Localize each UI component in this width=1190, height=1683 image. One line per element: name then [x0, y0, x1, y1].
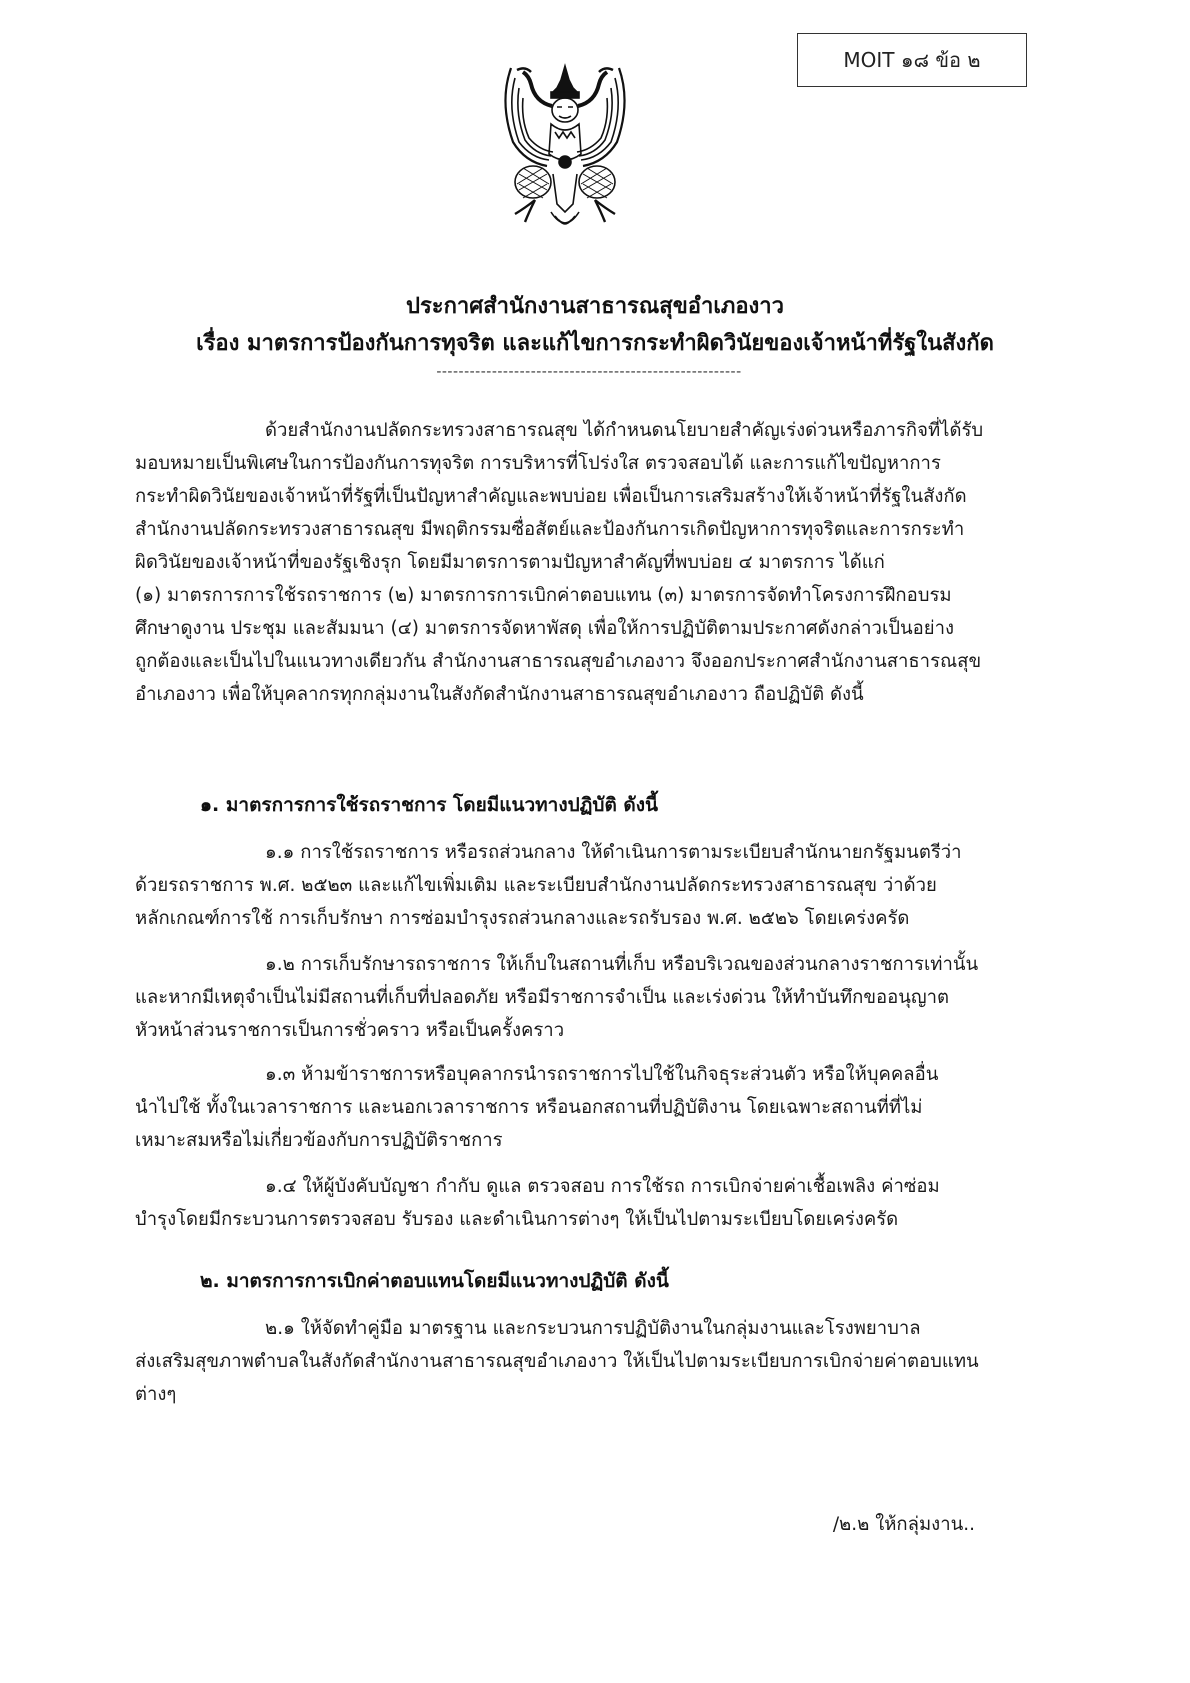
- intro-line: ถูกต้องและเป็นไปในแนวทางเดียวกัน สำนักงานสาธารณสุขอำเภองาว จึงออกประกาศสำนักงานสาธารณสุข: [135, 651, 982, 672]
- item-line: หัวหน้าส่วนราชการเป็นการชั่วคราว หรือเป็นครั้งคราว: [135, 1020, 565, 1041]
- section-2-heading: ๒. มาตรการการเบิกค่าตอบแทนโดยมีแนวทางปฏิบัติ ดังนี้: [200, 1270, 669, 1292]
- item-1-4: [135, 1170, 975, 1236]
- intro-line: อำเภองาว เพื่อให้บุคลากรทุกกลุ่มงานในสังกัดสำนักงานสาธารณสุขอำเภองาว ถือปฏิบัติ ดังนี้: [135, 684, 864, 705]
- item-line: ต่างๆ: [135, 1384, 177, 1405]
- item-line: เหมาะสมหรือไม่เกี่ยวข้องกับการปฏิบัติราชการ: [135, 1130, 503, 1151]
- announcement-subject: เรื่อง มาตรการป้องกันการทุจริต และแก้ไขการกระทำผิดวินัยของเจ้าหน้าที่รัฐในสังกัด: [196, 331, 994, 356]
- intro-line: มอบหมายเป็นพิเศษในการป้องกันการทุจริต การบริหารที่โปร่งใส ตรวจสอบได้ และการแก้ไขปัญหาการ: [135, 453, 941, 474]
- section-1-heading: ๑. มาตรการการใช้รถราชการ โดยมีแนวทางปฏิบัติ ดังนี้: [200, 794, 659, 816]
- item-1-1: [135, 836, 975, 935]
- item-line: ๑.๒ การเก็บรักษารถราชการ ให้เก็บในสถานที่เก็บ หรือบริเวณของส่วนกลางราชการเท่านั้น: [265, 954, 979, 975]
- item-2-1: [135, 1312, 979, 1411]
- item-line: ๑.๓ ห้ามข้าราชการหรือบุคลากรนำรถราชการไปใช้ในกิจธุระส่วนตัว หรือให้บุคคลอื่น: [265, 1064, 939, 1085]
- item-line: หลักเกณฑ์การใช้ การเก็บรักษา การซ่อมบำรุงรถส่วนกลางและรถรับรอง พ.ศ. ๒๕๒๖ โดยเคร่งครัด: [135, 908, 910, 929]
- reference-code: MOIT ๑๘ ข้อ ๒: [843, 48, 981, 72]
- title-separator: -------------------------------------------------------: [436, 364, 742, 380]
- item-line: นำไปใช้ ทั้งในเวลาราชการ และนอกเวลาราชการ หรือนอกสถานที่ปฏิบัติงาน โดยเฉพาะสถานที่ที่ไม่: [135, 1097, 923, 1118]
- item-line: ๑.๔ ให้ผู้บังคับบัญชา กำกับ ดูแล ตรวจสอบ การใช้รถ การเบิกจ่ายค่าเชื้อเพลิง ค่าซ่อม: [265, 1176, 940, 1197]
- intro-line: กระทำผิดวินัยของเจ้าหน้าที่รัฐที่เป็นปัญหาสำคัญและพบบ่อย เพื่อเป็นการเสริมสร้างให้เจ้าหน้าที่รัฐในสังกัด: [135, 486, 967, 507]
- intro-paragraph: [135, 414, 984, 711]
- item-line: ๒.๑ ให้จัดทำคู่มือ มาตรฐาน และกระบวนการปฏิบัติงานในกลุ่มงานและโรงพยาบาล: [265, 1318, 921, 1339]
- item-line: ด้วยรถราชการ พ.ศ. ๒๕๒๓ และแก้ไขเพิ่มเติม และระเบียบสำนักงานปลัดกระทรวงสาธารณสุข ว่าด้วย: [135, 875, 937, 896]
- item-line: บำรุงโดยมีกระบวนการตรวจสอบ รับรอง และดำเนินการต่างๆ ให้เป็นไปตามระเบียบโดยเคร่งครัด: [135, 1209, 899, 1230]
- item-1-3: [135, 1058, 975, 1157]
- item-line: ๑.๑ การใช้รถราชการ หรือรถส่วนกลาง ให้ดำเนินการตามระเบียบสำนักนายกรัฐมนตรีว่า: [265, 842, 962, 863]
- garuda-emblem-icon: [495, 62, 635, 234]
- item-line: และหากมีเหตุจำเป็นไม่มีสถานที่เก็บที่ปลอดภัย หรือมีราชการจำเป็น และเร่งด่วน ให้ทำบันทึกขออนุญาต: [135, 987, 950, 1008]
- intro-line: ศึกษาดูงาน ประชุม และสัมมนา (๔) มาตรการจัดหาพัสดุ เพื่อให้การปฏิบัติตามประกาศดังกล่าวเป็นอย่าง: [135, 618, 955, 639]
- announcement-title: ประกาศสำนักงานสาธารณสุขอำเภองาว: [405, 294, 785, 319]
- intro-line: สำนักงานปลัดกระทรวงสาธารณสุข มีพฤติกรรมซื่อสัตย์และป้องกันการเกิดปัญหาการทุจริตและการกระทำ: [135, 519, 965, 540]
- page-continuation: /๒.๒ ให้กลุ่มงาน..: [832, 1514, 975, 1535]
- item-line: ส่งเสริมสุขภาพตำบลในสังกัดสำนักงานสาธารณสุขอำเภองาว ให้เป็นไปตามระเบียบการเบิกจ่ายค่าตอบแทน: [135, 1351, 979, 1372]
- intro-line: ผิดวินัยของเจ้าหน้าที่ของรัฐเชิงรุก โดยมีมาตรการตามปัญหาสำคัญที่พบบ่อย ๔ มาตรการ ได้แก่: [135, 552, 885, 573]
- intro-line: ด้วยสำนักงานปลัดกระทรวงสาธารณสุข ได้กำหนดนโยบายสำคัญเร่งด่วนหรือภารกิจที่ได้รับ: [265, 420, 984, 441]
- item-1-2: [135, 948, 979, 1047]
- reference-code-box: [797, 33, 1027, 87]
- intro-line: (๑) มาตรการการใช้รถราชการ (๒) มาตรการการเบิกค่าตอบแทน (๓) มาตรการจัดทำโครงการฝึกอบรม: [135, 585, 952, 606]
